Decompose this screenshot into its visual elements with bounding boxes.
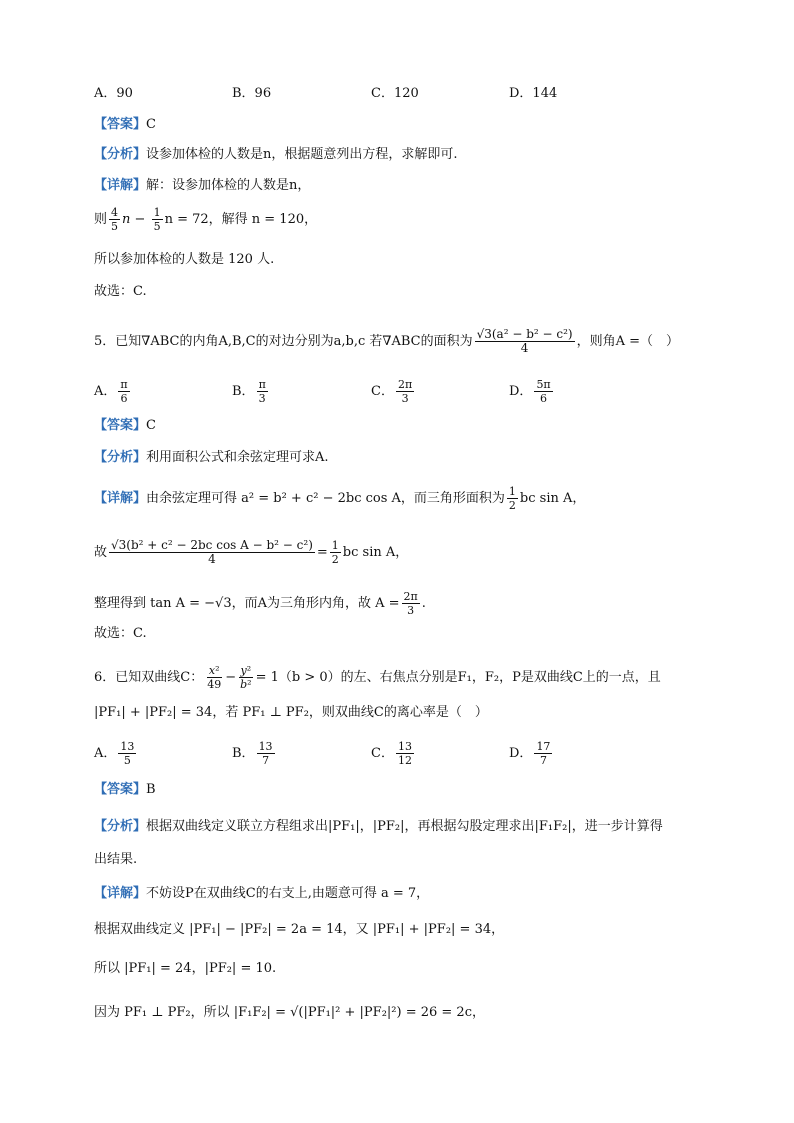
q4-detail-3: 所以参加体检的人数是 120 人. (94, 252, 275, 267)
q6-detail-1 (94, 885, 429, 903)
q5-detail-1: 【详解】由余弦定理可得 a² = b² + c² − 2bc cos A，而三角形面积为 $\frac{1}{2}$ bc sin A， (94, 485, 586, 512)
area-numerator: √3(a² − b² − c²) (476, 327, 573, 341)
q6-stem-mid: = 1（b > 0）的左、右焦点分别是F₁，F₂，P是双曲线C上的一点，且 (255, 670, 661, 685)
q5-final: 故选：C. (94, 626, 147, 641)
analysis-tag: 【分析】 (94, 147, 147, 162)
answer-tag: 【答案】 (94, 117, 147, 132)
q5-option-d: D． $\frac{5\pi}{6}$ (509, 378, 551, 405)
analysis-text: 设参加体检的人数是n，根据题意列出方程，求解即可. (146, 147, 458, 162)
fraction: $\frac{4}{5}$ (111, 206, 119, 233)
answer-tag: 【答案】 (94, 782, 147, 797)
q6-detail-3: 所以 |PF₁| = 24，|PF₂| = 10. (94, 961, 277, 976)
q5-stem (94, 328, 679, 355)
detail-text: 不妨设P在双曲线C的右支上,由题意可得 a = 7， (146, 886, 430, 901)
q6-analysis-2: 出结果. (94, 852, 138, 867)
q6-option-a: A． $\frac{13}{5}$ (94, 740, 135, 767)
q4-option-d: D．144 (509, 86, 558, 101)
analysis-tag: 【分析】 (94, 819, 147, 834)
q5-analysis (94, 449, 329, 467)
detail-tag: 【详解】 (94, 178, 147, 193)
answer-value: B (146, 782, 156, 797)
q4-option-a: A．90 (94, 86, 133, 101)
q5-answer (94, 417, 156, 435)
answer-value: C (146, 418, 156, 433)
analysis-text: 利用面积公式和余弦定理可求A. (146, 450, 329, 465)
q6-option-c: C． $\frac{13}{12}$ (371, 740, 412, 767)
q5-option-a: A． $\frac{\pi}{6}$ (94, 378, 128, 405)
q4-analysis (94, 146, 458, 164)
q5-detail-2: 故 $\frac{\text{√3(b² + c² − 2bc cos A − b² − c²)}}{4}$ = $\frac{1}{2}$ bc sin A， (94, 538, 409, 566)
detail-text: 解：设参加体检的人数是n， (146, 178, 311, 193)
detail-text: 整理得到 tan A = −√3，而A为三角形内角，故 A = (94, 596, 400, 611)
detail-text: 由余弦定理可得 a² = b² + c² − 2bc cos A，而三角形面积为 (146, 491, 505, 506)
q5-detail-3: 整理得到 tan A = −√3，而A为三角形内角，故 A = $\frac{2\pi}{3}$ . (94, 590, 426, 617)
analysis-text: 根据双曲线定义联立方程组求出|PF₁|，|PF₂|，再根据勾股定理求出|F₁F₂|，进一步计算得 (146, 819, 663, 834)
q6-detail-2: 根据双曲线定义 |PF₁| − |PF₂| = 2a = 14，又 |PF₁| + |PF₂| = 34， (94, 922, 505, 937)
fraction: $\frac{\text{√3(b² + c² − 2bc cos A − b² − c²)}}{4}$ (111, 538, 313, 566)
q6-stem-text: 6．已知双曲线C： (94, 670, 204, 685)
detail-tag: 【详解】 (94, 886, 147, 901)
area-denominator: 4 (520, 341, 529, 355)
area-fraction (475, 328, 575, 355)
q6-stem-2: |PF₁| + |PF₂| = 34，若 PF₁ ⊥ PF₂，则双曲线C的离心率是（ ） (94, 705, 488, 720)
q5-stem-text: 5．已知∇ABC的内角A,B,C的对边分别为a,b,c 若∇ABC的面积为 (94, 334, 473, 349)
analysis-tag: 【分析】 (94, 450, 147, 465)
q4-final: 故选：C. (94, 284, 147, 299)
q6-analysis-1 (94, 818, 663, 836)
q4-option-c: C．120 (371, 86, 419, 101)
q4-detail-1 (94, 177, 310, 195)
detail-prefix: 则 (94, 212, 108, 227)
q4-answer (94, 116, 156, 134)
q5-option-c: C． $\frac{2\pi}{3}$ (371, 378, 413, 405)
detail-tag: 【详解】 (94, 491, 147, 506)
answer-value: C (146, 117, 156, 132)
q4-option-b: B．96 (232, 86, 272, 101)
detail-prefix: 故 (94, 545, 108, 560)
q5-stem-tail: ，则角A =（ ） (576, 334, 680, 349)
q6-option-d: D． $\frac{17}{7}$ (509, 740, 551, 767)
answer-tag: 【答案】 (94, 418, 147, 433)
q5-option-b: B． $\frac{\pi}{3}$ (232, 378, 266, 405)
q6-answer (94, 781, 156, 799)
detail-tail: bc sin A， (519, 491, 586, 506)
detail-tail: bc sin A， (342, 545, 409, 560)
q6-option-b: B． $\frac{13}{7}$ (232, 740, 273, 767)
q6-stem-1: 6．已知双曲线C： $\frac{\text{x²}}{49}$ − $\frac{\text{y²}}{\text{b²}}$ = 1（b > 0）的左、右焦点分别是F₁，F₂，P是双曲线C上的一点，且 (94, 664, 661, 691)
fraction: $\frac{1}{5}$ (153, 206, 161, 233)
q4-detail-2: 则 $\frac{4}{5}$ n − $\frac{1}{5}$ n = 72，解得 n = 120， (94, 206, 318, 233)
detail-equation: n = 72，解得 n = 120， (164, 212, 318, 227)
q6-detail-4: 因为 PF₁ ⊥ PF₂，所以 |F₁F₂| = √(|PF₁|² + |PF₂|²) = 26 = 2c， (94, 1005, 485, 1020)
